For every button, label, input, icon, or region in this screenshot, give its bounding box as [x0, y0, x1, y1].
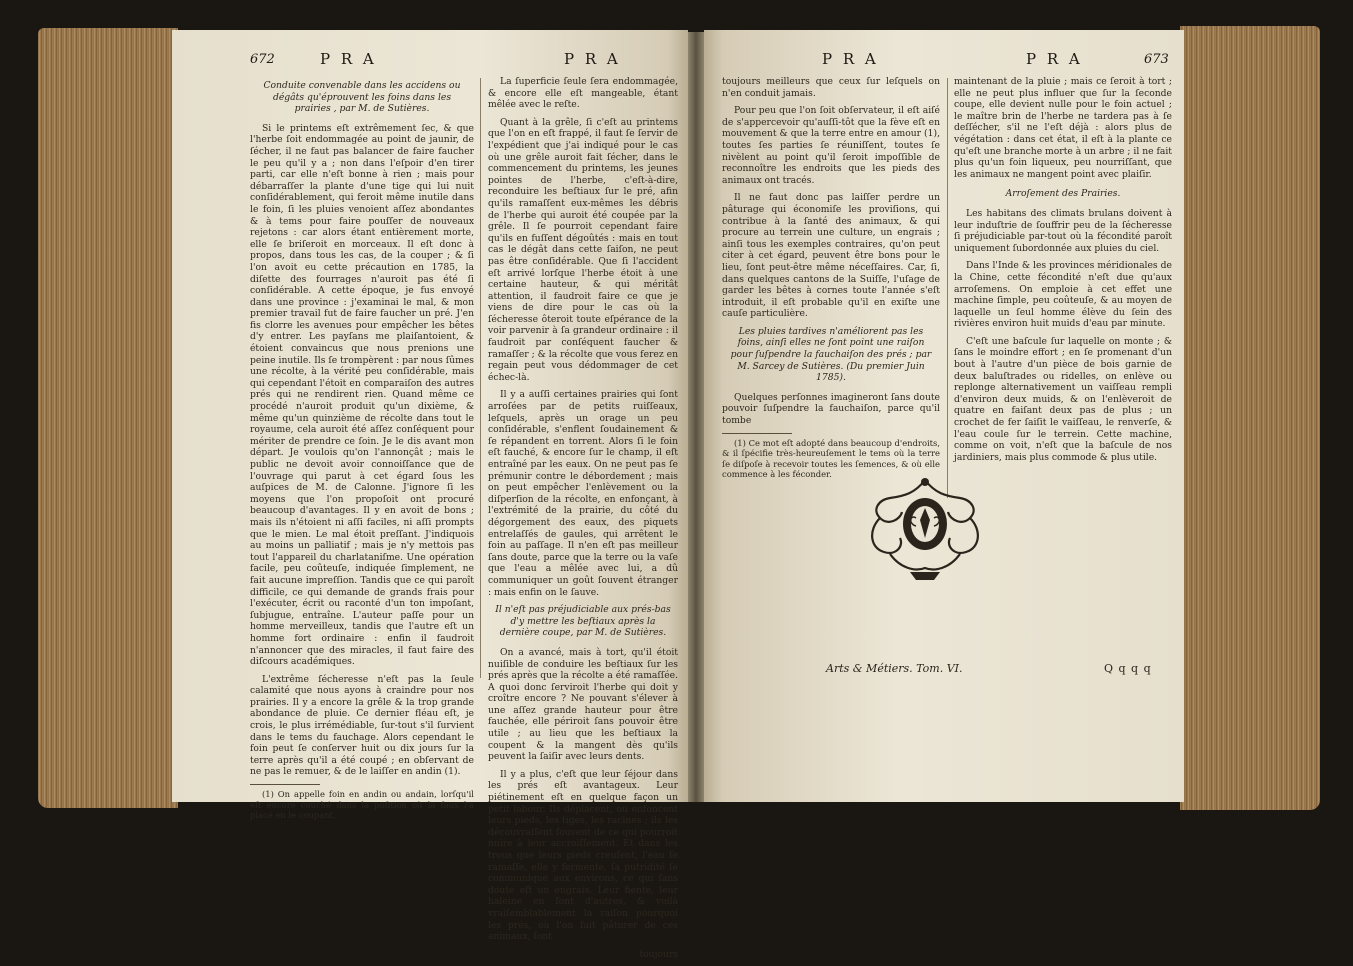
running-head-right-col1: P R A — [822, 50, 879, 68]
footnote-rule — [722, 433, 792, 434]
paragraph: Il y a auſſi certaines prairies qui ſont arroſées par de petits ruiſſeaux, leſquels, après un orage un peu conſidérable, s'enflent ſoudainement & ſe répandent en torrent. Alors ſi le foin eſt fauché, & encore ſur le champ, il eſt entraîné par les eaux. On ne peut pas ſe prémunir contre le débordement ; mais on peut empêcher l'enlèvement ou la diſperſion de la récolte, en enfonçant, à l'extrémité de la prairie, du côté du dégorgement des eaux, des piquets entrelaſſés de gaules, qui arrêtent le foin au paſſage. Il n'en eſt pas meilleur ſans doute, parce que la terre ou la vaſe que l'eau a mêlée avec lui, a dû communiquer un goût ſouvent étranger : mais enfin on le ſauve. — [488, 389, 678, 598]
section-title: Les pluies tardives n'améliorent pas les foins, ainſi elles ne ſont point une raiſon pour ſuſpendre la fauchaiſon des prés ; par M. Sarcey de Sutières. (Du premier Juin 1785). — [730, 325, 932, 384]
page-edges-left — [38, 28, 178, 808]
paragraph: Si le printems eſt extrêmement ſec, & que l'herbe ſoit endommagée au point de jaunir, de ſécher, il ne faut pas balancer de faire faucher le peu qu'il y a ; non dans l'eſpoir d'en tirer parti, car elle n'eſt bonne à rien ; mais pour débarraſſer la plante d'une tige qui lui nuit conſidérablement, qui feroit même inutile dans le foin, ſi les pluies venoient aſſez abondantes & à tems pour faire pouſſer de nouveaux rejetons : car alors étant entièrement morte, elle ſe briſeroit en morceaux. Il eſt donc à propos, dans tous les cas, de la couper ; & ſi l'on avoit eu cette précaution en 1785, la diſette des fourrages n'auroit pas été ſi conſidérable. A cette époque, je fus envoyé dans une province : j'examinai le mal, & mon premier travail fut de faire faucher un pré. J'en fis clorre les avenues pour empêcher les bêtes d'y entrer. Les payſans me plaiſantoient, & étoient convaincus que nous prenions une peine inutile. Ils ſe trompèrent : par nous ſûmes une récolte, à la vérité peu conſidérable, mais qui cependant l'étoit en comparaiſon des autres prés qui ne rendirent rien. Quand même ce procédé n'auroit produit qu'un dixième, & même qu'un quinzième de récolte dans tout le royaume, cela auroit été aſſez conſéquent pour mériter de prendre ce ſoin. Je le dis avant mon départ. Je voulois qu'on l'annonçât ; mais le public ne devoit avoir connoiſſance que de l'ouvrage qui parut à cet égard ſous les auſpices de M. de Calonne. J'ignore ſi les moyens que l'on propoſoit ont procuré beaucoup d'avantages. Il y en avoit de bons ; mais ils n'étoient ni aſſi faciles, ni aſſi prompts que le mien. Le mal étoit preſſant. J'indiquois au moins un palliatif ; mais je n'y mettois pas tout l'appareil du charlataniſme. Une opération facile, peu coûteuſe, indiquée ſimplement, ne fait aucune impreſſion. Tandis que ce qui paroît difficile, ce qui demande de grands frais pour l'exécuter, écrit ou raconté d'un ton impoſant, ſubjugue, entraîne. L'auteur paſſe pour un homme merveilleux, tandis que l'autre eſt un homme fort ordinaire : enfin il faudroit n'annoncer que des miracles, il faut faire des diſcours académiques. — [250, 122, 474, 668]
column-divider-right — [947, 78, 948, 498]
catchword: toujours — [639, 948, 678, 960]
left-page — [172, 30, 688, 960]
paragraph: toujours meilleurs que ceux ſur leſquels on n'en conduit jamais. — [722, 76, 940, 99]
paragraph: Il ne faut donc pas laiſſer perdre un pâturage qui économiſe les proviſions, qui contribue à la ſanté des animaux, & qui procure au terrein une culture, un engrais ; ainſi tous les exemples contraires, qu'on peut citer à cet égard, peuvent être bons pour le lieu, ſont peut-être même néceſſaires. Car, ſi, dans quelques cantons de la Suiſſe, l'uſage de garder les bêtes à cornes toute l'année s'eſt introduit, il eſt probable qu'il en exiſte une cauſe particulière. — [722, 192, 940, 320]
right-page — [704, 30, 1184, 802]
paragraph: maintenant de la pluie ; mais ce ſeroit à tort ; elle ne peut plus influer que ſur la ſeconde coupe, elle devient nulle pour le foin actuel ; le maître brin de l'herbe ne tardera pas à ſe deſſécher, s'il ne l'eſt déjà : alors plus de végétation : dans cet état, il eſt à la plante ce qu'eſt une branche morte à un arbre ; il ne fait plus qu'un foin liqueux, peu nourriſſant, que les animaux ne mangent point avec plaiſir. — [954, 76, 1172, 180]
footnote: (1) Ce mot eſt adopté dans beaucoup d'endroits, & il ſpécifie très-heureuſement le tems où la terre ſe diſpoſe à recevoir toutes les ſemences, & où elle commence à les féconder. — [722, 437, 940, 480]
paragraph: Il y a plus, c'eſt que leur ſéjour dans les prés eſt avantageux. Leur piétinement eſt en quelque façon un petit labour. Ils déplacent, ou enfoncent leurs pieds, les tiges, les racines ; ils les découvraſſent ſouvent de ce qui pourroit nuire à leur accroiſſement. Et dans les trous que leurs pieds creuſent, l'eau ſe ramaſſe, elle y fermente, ſa putridité ſe communique aux environs, ce qui ſans doute eſt un engrais. Leur fiente, leur haleine en ſont d'autres, & voilà vraiſemblablement la raiſon pourquoi les prés, où l'on fait pâturer de ces animaux, ſont — [488, 768, 678, 943]
footnote: (1) On appelle foin en andin ou andain, lorſqu'il eſt encore couché dans la poſition où la faux l'a placé en le coupant. — [250, 789, 474, 821]
right-column-1 — [722, 76, 940, 486]
footer-title: Arts & Métiers. Tom. VI. — [826, 662, 963, 675]
page-number-right: 673 — [1144, 52, 1169, 67]
section-title: Conduite convenable dans les accidens ou dégâts qu'éprouvent les foins dans les prairies , par M. de Sutières. — [263, 80, 461, 115]
footnote-rule — [250, 784, 320, 785]
section-title: Arroſement des Prairies. — [1005, 188, 1121, 200]
running-head-left-col1: P R A — [320, 50, 377, 68]
signature-mark: Q q q q — [1104, 662, 1152, 675]
book-gutter — [688, 32, 704, 802]
paragraph: Pour peu que l'on ſoit obſervateur, il eſt aiſé de s'appercevoir qu'auſſi-tôt que la fève eſt en mouvement & que la terre entre en amour (1), toutes ſes parties ſe réuniſſent, toutes ſe nivèlent au point qu'il ſeroit impoſſible de reconnoître les endroits que les pieds des animaux ont tracés. — [722, 105, 940, 186]
paragraph: La ſuperficie ſeule ſera endommagée, & encore elle eſt mangeable, étant mêlée avec le reſte. — [488, 76, 678, 111]
left-column-2 — [488, 76, 678, 966]
paragraph: C'eſt une baſcule ſur laquelle on monte ; & ſans le moindre effort ; en ſe promenant d'un bout à l'autre d'un pièce de bois garnie de deux baluſtrades ou ridelles, on enlève ou replonge alternativement un vaiſſeau rempli d'environ deux muids, & on l'enlèveroit de quatre en faiſant deux pas de plus ; un crochet de fer ſaiſit le vaiſſeau, le renverſe, & l'eau coule ſur le terrein. Cette machine, comme on voit, n'eſt que la baſcule de nos jardiniers, mais plus commode & plus utile. — [954, 335, 1172, 463]
column-divider-left — [480, 78, 481, 678]
ornament-tailpiece-icon — [860, 468, 990, 588]
section-title: Il n'eſt pas préjudiciable aux prés-bas d'y mettre les beſtiaux après la dernière coupe, par M. de Sutières. — [495, 604, 671, 639]
right-column-2 — [954, 76, 1172, 469]
paragraph: L'extrême ſécheresse n'eſt pas la ſeule calamité que nous ayons à craindre pour nos prairies. Il y a encore la grêle & la trop grande abondance de pluie. Ce dernier fléau eſt, je crois, le plus irrémédiable, ſur-tout s'il ſurvient dans le tems du fauchage. Alors cependant le foin peut ſe conſerver huit ou dix jours ſur la terre après qu'il a été coupé ; en obſervant de ne pas le remuer, & de le laiſſer en andin (1). — [250, 673, 474, 778]
paragraph: Les habitans des climats brulans doivent à leur induſtrie de ſouffrir peu de la ſécheresse ſi préjudiciable par-tout où la fécondité paroît uniquement ſubordonnée aux pluies du ciel. — [954, 207, 1172, 254]
page-number-left: 672 — [250, 52, 275, 67]
page-edges-right — [1180, 26, 1320, 810]
paragraph: Quant à la grêle, ſi c'eſt au printems que l'on en eſt frappé, il faut ſe ſervir de l'expédient que j'ai indiqué pour le cas où une grêle auroit fait ſécher, dans le commencement du printems, les jeunes pointes de l'herbe, c'eſt-à-dire, reconduire les beſtiaux ſur le pré, afin qu'ils ramaſſent eux-mêmes les débris de l'herbe qui auroit été coupée par la grêle. Il ſe pourroit cependant faire qu'ils en fuſſent dégoûtés : mais en tout cas le dégât dans cette ſaiſon, ne peut pas être conſidérable. Que ſi l'accident eſt arrivé lorſque l'herbe étoit à une certaine hauteur, & qui méritât attention, il faudroit faire ce que je viens de dire pour le cas où la ſécheresse ôteroit toute eſpérance de la voir parvenir à ſa grandeur ordinaire : il faudroit par conſéquent faucher & ramaſſer ; & la récolte que vous ferez en regain peut vous dédommager de cet échec-là. — [488, 116, 678, 383]
running-head-right-col2: P R A — [1026, 50, 1083, 68]
paragraph: Quelques perſonnes imagineront ſans doute pouvoir ſuſpendre la fauchaiſon, parce qu'il tombe — [722, 391, 940, 427]
left-column-1 — [250, 76, 474, 827]
running-head-left-col2: P R A — [564, 50, 621, 68]
paragraph: On a avancé, mais à tort, qu'il étoit nuiſible de conduire les beſtiaux ſur les prés après que la récolte a été ramaſſée. A quoi donc ſerviroit l'herbe qui doit y croître encore ? Ne pouvant s'élever à une aſſez grande hauteur pour être fauchée, elle périroit ſans pouvoir être utile ; au lieu que les beſtiaux la coupent & la mangent dès qu'ils peuvent la ſaiſir avec leurs dents. — [488, 646, 678, 763]
paragraph: Dans l'Inde & les provinces méridionales de la Chine, cette fécondité n'eſt due qu'aux arroſemens. On emploie à cet effet une machine ſimple, peu coûteuſe, & au moyen de laquelle un ſeul homme élève du ſein des rivières environ huit muids d'eau par minute. — [954, 260, 1172, 330]
